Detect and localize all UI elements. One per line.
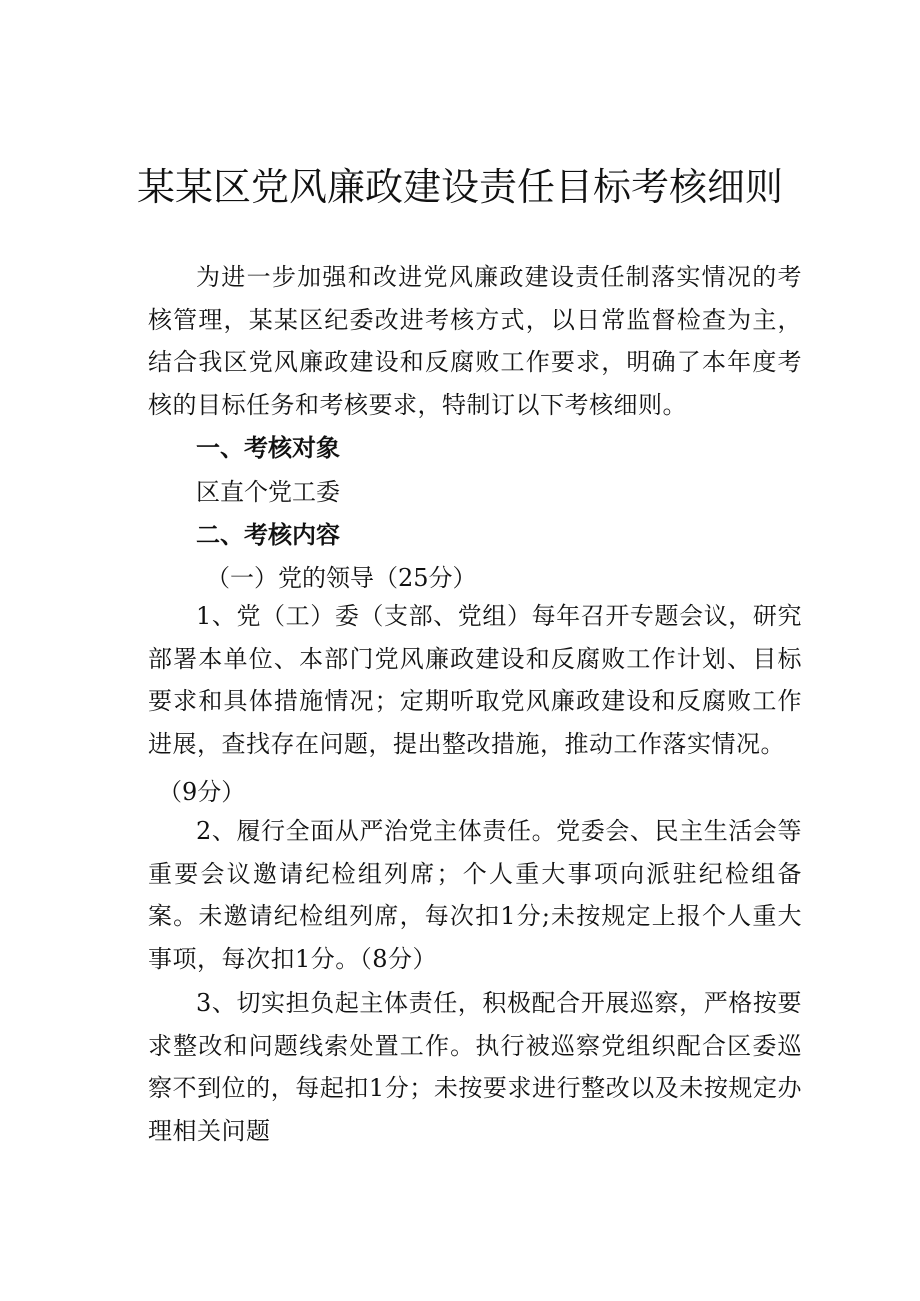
document-title: 某某区党风廉政建设责任目标考核细则	[136, 165, 783, 209]
item-1-paragraph: 1、党（工）委（支部、党组）每年召开专题会议，研究部署本单位、本部门党风廉政建设和反腐败工作计划、目标要求和具体措施情况；定期听取党风廉政建设和反腐败工作进展，查找存在问题，提出整改措施，推动工作落实情况。	[148, 602, 802, 758]
item-2-paragraph: 2、履行全面从严治党主体责任。党委会、民主生活会等重要会议邀请纪检组列席；个人重大事项向派驻纪检组备案。未邀请纪检组列席，每次扣1分;未按规定上报个人重大事项，每次扣1分。（8分）	[148, 817, 802, 973]
section-heading-targets: 一、考核对象	[196, 434, 340, 462]
section-heading-content: 二、考核内容	[196, 521, 340, 549]
section-targets-text: 区直个党工委	[196, 478, 340, 506]
intro-paragraph: 为进一步加强和改进党风廉政建设责任制落实情况的考核管理，某某区纪委改进考核方式，以日常监督检查为主，结合我区党风廉政建设和反腐败工作要求，明确了本年度考核的目标任务和考核要求，特制订以下考核细则。	[148, 263, 802, 419]
item-3-paragraph: 3、切实担负起主体责任，积极配合开展巡察，严格按要求整改和问题线索处置工作。执行被巡察党组织配合区委巡察不到位的，每起扣1分；未按要求进行整改以及未按规定办理相关问题	[148, 989, 802, 1145]
subsection-heading-leadership: （一）党的领导（25分）	[206, 564, 477, 592]
item-1-score: （9分）	[158, 778, 246, 806]
